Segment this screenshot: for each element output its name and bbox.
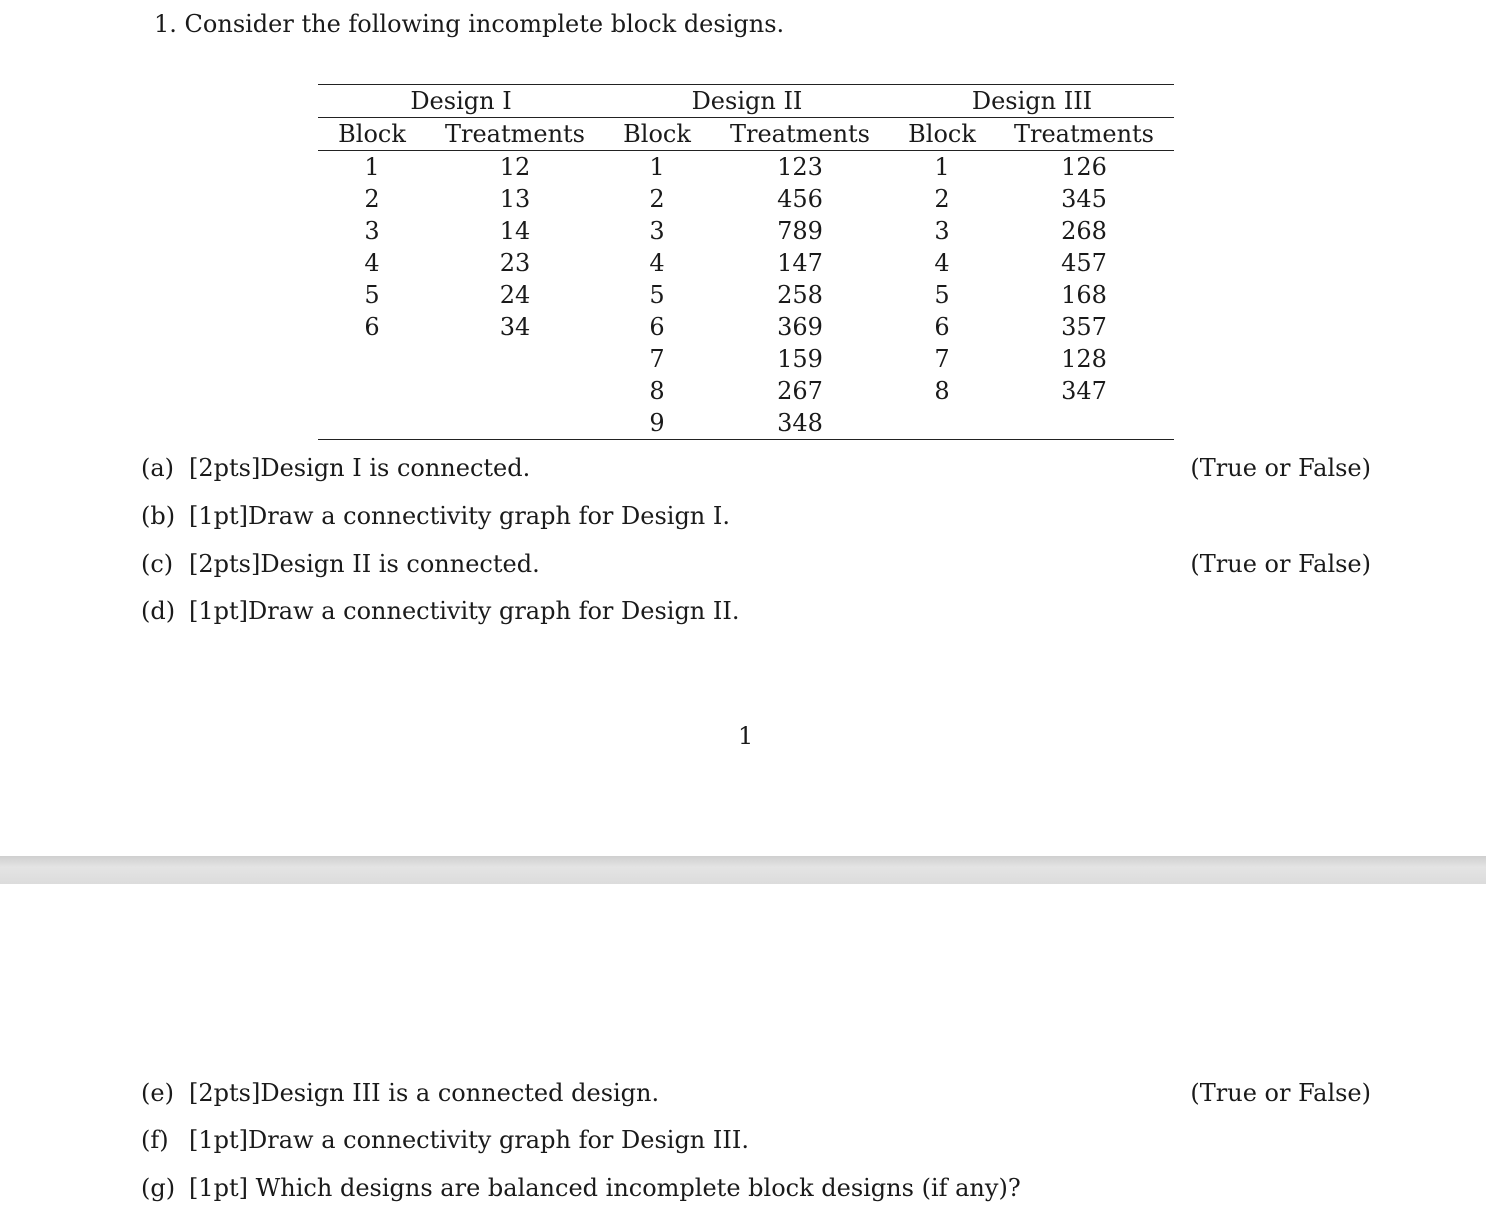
- part-text: [1pt]Draw a connectivity graph for Design I.: [189, 502, 730, 530]
- column-header-row: [318, 118, 1174, 151]
- question-part: [141, 502, 730, 530]
- table-row: [318, 183, 1174, 215]
- design-3-block-cell: 2: [934, 185, 950, 213]
- design-1-block-cell: 1: [364, 153, 380, 181]
- table-row: [318, 407, 1174, 440]
- design-1-block-header: Block: [318, 118, 426, 151]
- design-1-block-cell: 2: [364, 185, 380, 213]
- design-2-block-cell: 8: [649, 377, 665, 405]
- table-row: [318, 151, 1174, 184]
- design-2-treatments-cell: 789: [777, 217, 823, 245]
- design-3-block-cell: 6: [934, 313, 950, 341]
- design-2-treatments-cell: 369: [777, 313, 823, 341]
- design-3-block-cell: 5: [934, 281, 950, 309]
- design-2-treatments-cell: 123: [777, 153, 823, 181]
- part-label: (c): [141, 550, 174, 578]
- design-1-block-cell: [318, 407, 426, 440]
- question-part: [141, 454, 530, 482]
- table-row: [318, 375, 1174, 407]
- design-title-row: [318, 85, 1174, 118]
- design-2-treatments-cell: 258: [777, 281, 823, 309]
- design-3-title: Design III: [890, 85, 1174, 118]
- part-label: (d): [141, 597, 176, 625]
- part-label: (b): [141, 502, 176, 530]
- design-1-treatments-cell: [426, 407, 604, 440]
- design-1-treatments-cell: [426, 375, 604, 407]
- page-number: 1: [738, 722, 754, 750]
- design-2-treatments-cell: 348: [710, 407, 890, 440]
- design-3-treatments-cell: 347: [1061, 377, 1107, 405]
- design-2-title: Design II: [604, 85, 890, 118]
- design-2-block-cell: 1: [649, 153, 665, 181]
- design-1-treatments-cell: [426, 343, 604, 375]
- designs-table: [318, 84, 1174, 440]
- design-3-block-cell: [890, 407, 994, 440]
- design-3-block-cell: 1: [934, 153, 950, 181]
- design-3-treatments-cell: 457: [1061, 249, 1107, 277]
- table-row: [318, 215, 1174, 247]
- part-label: (e): [141, 1079, 174, 1107]
- design-2-treatments-cell: 147: [777, 249, 823, 277]
- design-1-block-cell: 4: [364, 249, 380, 277]
- question-part: [141, 1126, 749, 1154]
- design-2-block-cell: 7: [649, 345, 665, 373]
- design-1-treatments-cell: 23: [499, 249, 531, 277]
- design-1-treatments-cell: 12: [499, 153, 531, 181]
- design-2-block-cell: 2: [649, 185, 665, 213]
- design-3-treatments-header: Treatments: [994, 118, 1174, 151]
- design-1-treatments-cell: 24: [499, 281, 531, 309]
- design-2-treatments-cell: 159: [777, 345, 823, 373]
- question-intro: [154, 10, 784, 38]
- design-3-treatments-cell: [994, 407, 1174, 440]
- design-1-title: Design I: [318, 85, 604, 118]
- part-label: (g): [141, 1174, 176, 1202]
- part-text: [1pt] Which designs are balanced incomplete block designs (if any)?: [189, 1174, 1021, 1202]
- design-3-treatments-cell: 345: [1061, 185, 1107, 213]
- design-2-treatments-header: Treatments: [710, 118, 890, 151]
- design-3-block-cell: 8: [934, 377, 950, 405]
- true-or-false-hint: (True or False): [1190, 550, 1371, 578]
- design-1-block-cell: [318, 375, 426, 407]
- design-3-treatments-cell: 357: [1061, 313, 1107, 341]
- design-3-block-cell: 4: [934, 249, 950, 277]
- design-3-treatments-cell: 126: [1061, 153, 1107, 181]
- design-2-block-cell: 5: [649, 281, 665, 309]
- design-1-treatments-cell: 14: [499, 217, 531, 245]
- design-2-treatments-cell: 456: [777, 185, 823, 213]
- design-1-block-cell: 3: [364, 217, 380, 245]
- table-row: [318, 247, 1174, 279]
- design-1-treatments-cell: 13: [499, 185, 531, 213]
- design-2-treatments-cell: 267: [777, 377, 823, 405]
- design-1-block-cell: 5: [364, 281, 380, 309]
- page-separator: [0, 856, 1486, 884]
- design-2-block-header: Block: [604, 118, 710, 151]
- table-row: [318, 343, 1174, 375]
- part-text: [1pt]Draw a connectivity graph for Design III.: [189, 1126, 749, 1154]
- question-number: 1.: [154, 10, 177, 38]
- part-text: [1pt]Draw a connectivity graph for Design II.: [189, 597, 740, 625]
- question-part: [141, 1079, 659, 1107]
- part-text: [2pts]Design I is connected.: [189, 454, 531, 482]
- design-3-block-cell: 3: [934, 217, 950, 245]
- table-row: [318, 311, 1174, 343]
- part-text: [2pts]Design II is connected.: [189, 550, 540, 578]
- design-3-treatments-cell: 268: [1061, 217, 1107, 245]
- design-1-block-cell: 6: [364, 313, 380, 341]
- design-2-block-cell: 6: [649, 313, 665, 341]
- design-2-block-cell: 3: [649, 217, 665, 245]
- question-text: Consider the following incomplete block designs.: [184, 10, 785, 38]
- design-2-block-cell: 4: [649, 249, 665, 277]
- design-3-treatments-cell: 168: [1061, 281, 1107, 309]
- design-3-block-header: Block: [890, 118, 994, 151]
- designs-table-body: [318, 151, 1174, 440]
- design-1-block-cell: [318, 343, 426, 375]
- question-part: [141, 597, 739, 625]
- design-3-block-cell: 7: [934, 345, 950, 373]
- design-3-treatments-cell: 128: [1061, 345, 1107, 373]
- design-1-treatments-header: Treatments: [426, 118, 604, 151]
- design-1-treatments-cell: 34: [499, 313, 531, 341]
- part-label: (a): [141, 454, 175, 482]
- question-part: [141, 1174, 1021, 1202]
- question-part: [141, 550, 540, 578]
- table-row: [318, 279, 1174, 311]
- true-or-false-hint: (True or False): [1190, 454, 1371, 482]
- true-or-false-hint: (True or False): [1190, 1079, 1371, 1107]
- design-2-block-cell: 9: [604, 407, 710, 440]
- part-label: (f): [141, 1126, 169, 1154]
- part-text: [2pts]Design III is a connected design.: [189, 1079, 660, 1107]
